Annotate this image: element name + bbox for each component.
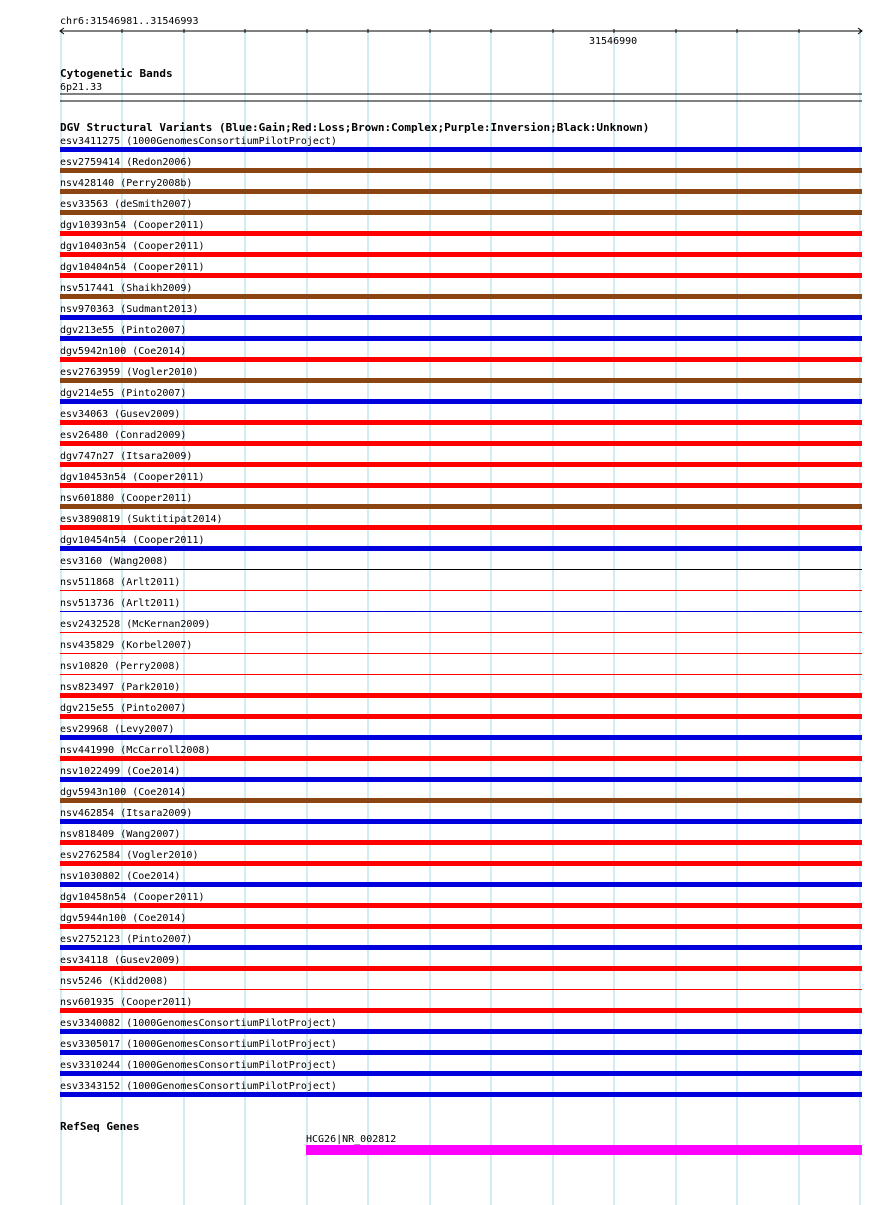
variant-bar[interactable]: [60, 840, 862, 845]
variant-label[interactable]: dgv10393n54 (Cooper2011): [60, 220, 205, 231]
variant-bar[interactable]: [60, 945, 862, 950]
dgv-variant-list: [60, 136, 862, 1097]
variant-bar[interactable]: [60, 903, 862, 908]
variant-bar[interactable]: [60, 1071, 862, 1076]
variant-label[interactable]: nsv517441 (Shaikh2009): [60, 283, 193, 294]
variant-bar[interactable]: [60, 632, 862, 633]
variant-label[interactable]: dgv10458n54 (Cooper2011): [60, 892, 205, 903]
variant-label[interactable]: dgv214e55 (Pinto2007): [60, 388, 187, 399]
variant-label[interactable]: nsv435829 (Korbel2007): [60, 640, 193, 651]
variant-bar[interactable]: [60, 882, 862, 887]
variant-label[interactable]: esv3305017 (1000GenomesConsortiumPilotProject): [60, 1039, 337, 1050]
variant-bar[interactable]: [60, 525, 862, 530]
variant-label[interactable]: dgv747n27 (Itsara2009): [60, 451, 193, 462]
variant-bar[interactable]: [60, 777, 862, 782]
variant-bar[interactable]: [60, 420, 862, 425]
variant-label[interactable]: nsv441990 (McCarroll2008): [60, 745, 211, 756]
variant-bar[interactable]: [60, 569, 862, 570]
variant-bar[interactable]: [60, 357, 862, 362]
variant-bar[interactable]: [60, 756, 862, 761]
variant-bar[interactable]: [60, 441, 862, 446]
variant-bar[interactable]: [60, 714, 862, 719]
variant-bar[interactable]: [60, 189, 862, 194]
variant-bar[interactable]: [60, 989, 862, 990]
variant-label[interactable]: nsv970363 (Sudmant2013): [60, 304, 199, 315]
variant-label[interactable]: nsv601880 (Cooper2011): [60, 493, 193, 504]
variant-label[interactable]: esv34063 (Gusev2009): [60, 409, 181, 420]
gene-feature-bar[interactable]: [306, 1145, 862, 1155]
variant-label[interactable]: nsv513736 (Arlt2011): [60, 598, 181, 609]
variant-bar[interactable]: [60, 798, 862, 803]
gene-label[interactable]: HCG26|NR_002812: [306, 1134, 397, 1145]
position-ruler: [60, 28, 862, 34]
variant-label[interactable]: esv3340082 (1000GenomesConsortiumPilotProject): [60, 1018, 337, 1029]
variant-label[interactable]: esv26480 (Conrad2009): [60, 430, 187, 441]
variant-label[interactable]: esv2432528 (McKernan2009): [60, 619, 211, 630]
variant-label[interactable]: nsv10820 (Perry2008): [60, 661, 181, 672]
refseq-track-title: RefSeq Genes: [60, 1120, 140, 1133]
variant-label[interactable]: nsv5246 (Kidd2008): [60, 976, 169, 987]
variant-label[interactable]: nsv1022499 (Coe2014): [60, 766, 181, 777]
variant-bar[interactable]: [60, 924, 862, 929]
variant-bar[interactable]: [60, 462, 862, 467]
variant-label[interactable]: nsv823497 (Park2010): [60, 682, 181, 693]
locus-label: chr6:31546981..31546993: [60, 16, 199, 27]
variant-label[interactable]: esv29968 (Levy2007): [60, 724, 175, 735]
variant-bar[interactable]: [60, 273, 862, 278]
variant-label[interactable]: esv3160 (Wang2008): [60, 556, 169, 567]
variant-label[interactable]: nsv462854 (Itsara2009): [60, 808, 193, 819]
variant-bar[interactable]: [60, 294, 862, 299]
variant-bar[interactable]: [60, 483, 862, 488]
variant-bar[interactable]: [60, 590, 862, 591]
variant-label[interactable]: esv3343152 (1000GenomesConsortiumPilotProject): [60, 1081, 337, 1092]
variant-bar[interactable]: [60, 147, 862, 152]
variant-bar[interactable]: [60, 611, 862, 612]
variant-label[interactable]: nsv1030802 (Coe2014): [60, 871, 181, 882]
ruler-tick-label: 31546990: [589, 36, 638, 47]
variant-label[interactable]: dgv10454n54 (Cooper2011): [60, 535, 205, 546]
variant-bar[interactable]: [60, 693, 862, 698]
variant-label[interactable]: esv2752123 (Pinto2007): [60, 934, 193, 945]
variant-label[interactable]: dgv5944n100 (Coe2014): [60, 913, 187, 924]
variant-label[interactable]: nsv428140 (Perry2008b): [60, 178, 193, 189]
variant-bar[interactable]: [60, 674, 862, 675]
variant-label[interactable]: dgv10403n54 (Cooper2011): [60, 241, 205, 252]
variant-label[interactable]: dgv10453n54 (Cooper2011): [60, 472, 205, 483]
variant-bar[interactable]: [60, 1050, 862, 1055]
variant-label[interactable]: nsv818409 (Wang2007): [60, 829, 181, 840]
dgv-track-title: DGV Structural Variants (Blue:Gain;Red:Loss;Brown:Complex;Purple:Inversion;Black:Unknown): [60, 121, 650, 134]
variant-bar[interactable]: [60, 1092, 862, 1097]
variant-label[interactable]: nsv601935 (Cooper2011): [60, 997, 193, 1008]
variant-bar[interactable]: [60, 315, 862, 320]
variant-label[interactable]: nsv511868 (Arlt2011): [60, 577, 181, 588]
variant-bar[interactable]: [60, 1008, 862, 1013]
variant-bar[interactable]: [60, 252, 862, 257]
variant-label[interactable]: esv3411275 (1000GenomesConsortiumPilotProject): [60, 136, 337, 147]
variant-bar[interactable]: [60, 966, 862, 971]
variant-bar[interactable]: [60, 231, 862, 236]
variant-bar[interactable]: [60, 819, 862, 824]
variant-bar[interactable]: [60, 504, 862, 509]
variant-label[interactable]: esv34118 (Gusev2009): [60, 955, 181, 966]
variant-label[interactable]: esv2762584 (Vogler2010): [60, 850, 199, 861]
variant-bar[interactable]: [60, 336, 862, 341]
variant-bar[interactable]: [60, 168, 862, 173]
variant-bar[interactable]: [60, 653, 862, 654]
variant-label[interactable]: esv2763959 (Vogler2010): [60, 367, 199, 378]
variant-bar[interactable]: [60, 735, 862, 740]
variant-label[interactable]: dgv5943n100 (Coe2014): [60, 787, 187, 798]
variant-bar[interactable]: [60, 378, 862, 383]
variant-label[interactable]: dgv213e55 (Pinto2007): [60, 325, 187, 336]
variant-bar[interactable]: [60, 1029, 862, 1034]
variant-label[interactable]: esv3890819 (Suktitipat2014): [60, 514, 223, 525]
variant-label[interactable]: esv2759414 (Redon2006): [60, 157, 193, 168]
variant-bar[interactable]: [60, 861, 862, 866]
variant-label[interactable]: esv3310244 (1000GenomesConsortiumPilotProject): [60, 1060, 337, 1071]
variant-bar[interactable]: [60, 399, 862, 404]
cytoband-label: 6p21.33: [60, 82, 103, 93]
variant-label[interactable]: esv33563 (deSmith2007): [60, 199, 193, 210]
variant-label[interactable]: dgv10404n54 (Cooper2011): [60, 262, 205, 273]
variant-bar[interactable]: [60, 546, 862, 551]
variant-label[interactable]: dgv215e55 (Pinto2007): [60, 703, 187, 714]
variant-label[interactable]: dgv5942n100 (Coe2014): [60, 346, 187, 357]
variant-bar[interactable]: [60, 210, 862, 215]
cytoband-track-title: Cytogenetic Bands: [60, 67, 173, 80]
